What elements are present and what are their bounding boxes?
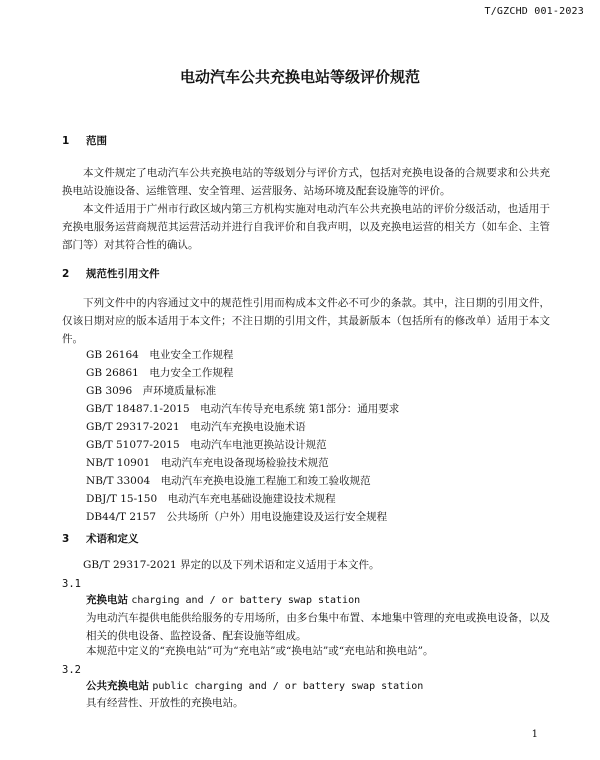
section-1-number: 1 [62,135,70,147]
section-2-paragraph-1: 下列文件中的内容通过文中的规范性引用而构成本文件必不可少的条款。其中，注日期的引用文件，仅该日期对应的版本适用于本文件；不注日期的引用文件，其最新版本（包括所有的修改单）适用于本文件。 [62,297,550,345]
section-3-paragraph-1: GB/T 29317-2021 界定的以及下列术语和定义适用于本文件。 [83,559,380,571]
section-1-heading [62,133,107,148]
section-3-number: 3 [62,533,70,545]
reference-item: DB44/T 2157 公共场所（户外）用电设施建设及运行安全规程 [86,511,388,523]
term-3-1-chinese: 充换电站 [86,594,128,606]
reference-item: GB 3096 声环境质量标准 [86,385,217,397]
section-1-paragraph-1: 本文件规定了电动汽车公共充换电站的等级划分与评价方式，包括对充换电设备的合规要求和公共充换电站设施设备、运维管理、安全管理、运营服务、站场环境及配套设施等的评价。 [62,167,550,197]
section-3-heading [62,531,139,546]
section-2-title: 规范性引用文件 [86,268,160,280]
term-3-1-english: charging and / or battery swap station [131,595,361,606]
section-2-number: 2 [62,268,70,280]
reference-item: NB/T 10901 电动汽车充电设备现场检验技术规范 [86,457,329,469]
section-1-title: 范围 [86,135,107,147]
reference-item: GB 26861 电力安全工作规程 [86,367,234,379]
term-3-2-chinese: 公共充换电站 [86,680,149,692]
term-3-2-english: public charging and / or battery swap station [152,681,424,692]
normative-reference-list [86,346,399,526]
section-3-title: 术语和定义 [86,533,139,545]
document-title: 电动汽车公共充换电站等级评价规范 [179,68,420,86]
reference-item: GB/T 51077-2015 电动汽车电池更换站设计规范 [86,439,327,451]
reference-item: GB/T 18487.1-2015 电动汽车传导充电系统 第1部分：通用要求 [86,403,400,415]
term-3-1-number: 3.1 [62,578,81,590]
document-code: T/GZCHD 001-2023 [484,6,584,17]
term-3-2-definition: 具有经营性、开放性的充换电站。 [86,697,244,709]
reference-item: GB/T 29317-2021 电动汽车充换电设施术语 [86,421,306,433]
page-number: 1 [531,729,538,740]
term-3-1-note: 本规范中定义的“充换电站”可为“充电站”或“换电站”或“充电站和换电站”。 [86,645,434,657]
section-1-paragraph-2: 本文件适用于广州市行政区域内第三方机构实施对电动汽车公共充换电站的评价分级活动，也适用于充换电服务运营商规范其运营活动并进行自我评价和自我声明，以及充换电运营的相关方（如车企、主管部门等）对其符合性的确认。 [62,203,550,251]
term-3-2-number: 3.2 [62,664,81,676]
reference-item: DBJ/T 15-150 电动汽车充电基础设施建设技术规程 [86,493,336,505]
section-2-heading [62,266,160,281]
term-3-1-title [86,591,360,610]
term-3-1-definition: 为电动汽车提供电能供给服务的专用场所，由多台集中布置、本地集中管理的充电或换电设备，以及相关的供电设备、监控设备、配套设施等组成。 [86,612,550,642]
reference-item: NB/T 33004 电动汽车充换电设施工程施工和竣工验收规范 [86,475,371,487]
reference-item: GB 26164 电业安全工作规程 [86,349,234,361]
